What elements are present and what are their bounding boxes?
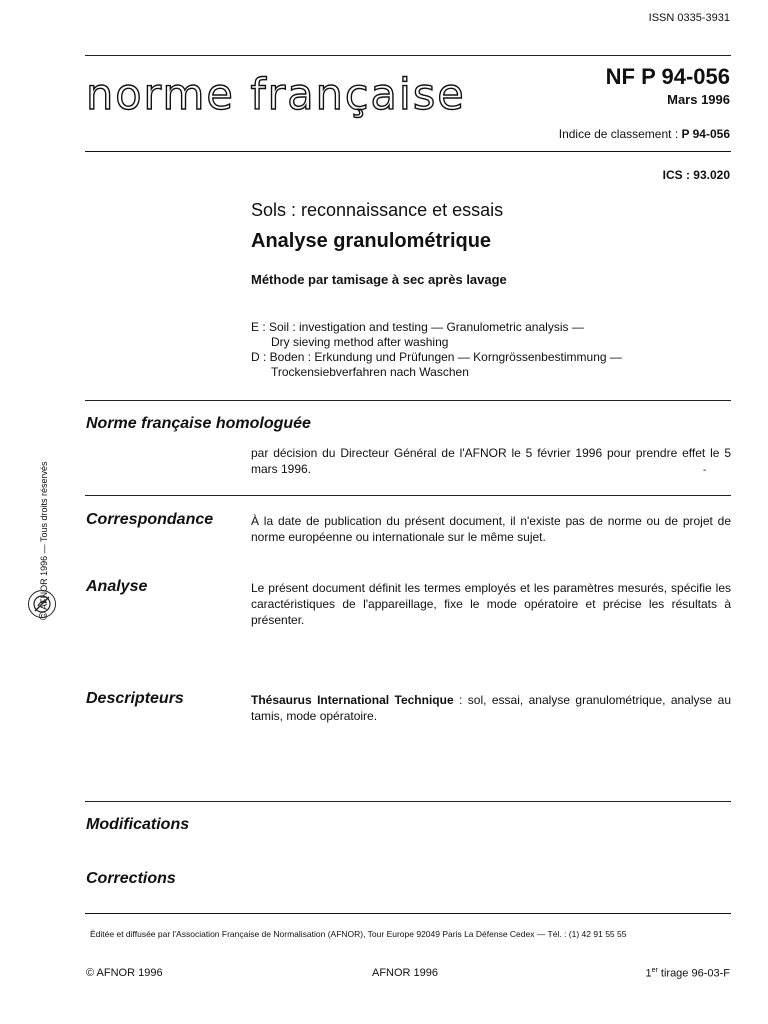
translation-german [251, 350, 622, 380]
footer-tirage-number: 1 [645, 967, 652, 980]
standard-number: NF P 94-056 [605, 64, 730, 89]
corrections-heading: Corrections [86, 870, 176, 887]
analyse-heading: Analyse [86, 578, 148, 595]
header-bottom-rule [85, 151, 731, 152]
no-copy-seal-icon [28, 590, 56, 618]
sidebar-copyright-text: AFNOR 1996 — Tous droits réservés [39, 461, 49, 610]
correspondance-heading: Correspondance [86, 511, 214, 528]
descripteurs-text [251, 692, 731, 724]
homologuee-heading: Norme française homologuée [86, 415, 311, 432]
footer-rule [85, 913, 731, 914]
document-subtitle: Sols : reconnaissance et essais [251, 200, 504, 220]
correspondance-text: À la date de publication du présent document, il n'existe pas de norme ou de projet de norme européenne ou internationale sur le même sujet. [251, 514, 731, 544]
translation-english [251, 320, 584, 350]
footer-publisher-line: Éditée et diffusée par l'Association Française de Normalisation (AFNOR), Tour Europe 92049 Paris La Défense Cedex — Tél. : (1) 42 91 55 55 [90, 929, 627, 939]
descripteurs-value: : sol, essai, analyse granulométrique, analyse au tamis, mode opératoire. [251, 693, 731, 723]
descripteurs-label: Thésaurus International Technique [251, 693, 454, 707]
ics-code: ICS : 93.020 [662, 168, 730, 182]
indice-classement [559, 127, 730, 141]
stray-mark: - [703, 465, 707, 476]
sidebar-copyright-mark: © [38, 611, 50, 620]
footer-center: AFNOR 1996 [372, 967, 439, 979]
section-rule-1 [85, 400, 731, 401]
footer-tirage-superscript: er [651, 967, 658, 974]
section-rule-2 [85, 495, 731, 496]
footer-tirage-text: tirage 96-03-F [657, 967, 730, 980]
modifications-heading: Modifications [86, 816, 190, 833]
section-rule-3 [85, 801, 731, 802]
document-method: Méthode par tamisage à sec après lavage [251, 272, 507, 287]
issn-number: ISSN 0335-3931 [648, 12, 730, 24]
brand-logo-text: norme française [86, 70, 466, 120]
translation-english-line1: E : Soil : investigation and testing — Granulometric analysis — [251, 320, 584, 334]
footer-tirage [645, 967, 730, 980]
header-top-rule [85, 55, 731, 56]
indice-label: Indice de classement : [558, 127, 679, 141]
standard-date: Mars 1996 [667, 92, 730, 107]
homologuee-text: par décision du Directeur Général de l'AFNOR le 5 février 1996 pour prendre effet le 5 mars 1996. [251, 446, 731, 476]
descripteurs-heading: Descripteurs [86, 690, 184, 707]
indice-value: P 94-056 [681, 127, 730, 141]
translation-english-line2: Dry sieving method after washing [271, 335, 449, 349]
footer-copyright: © AFNOR 1996 [86, 967, 163, 979]
translation-german-line1: D : Boden : Erkundung und Prüfungen — Korngrössenbestimmung — [251, 350, 622, 364]
translation-german-line2: Trockensiebverfahren nach Waschen [271, 365, 469, 379]
document-title: Analyse granulométrique [251, 230, 492, 252]
analyse-text: Le présent document définit les termes employés et les paramètres mesurés, spécifie les caractéristiques de l'appareillage, fixe le mode opératoire et précise les résultats à présenter. [251, 581, 731, 627]
